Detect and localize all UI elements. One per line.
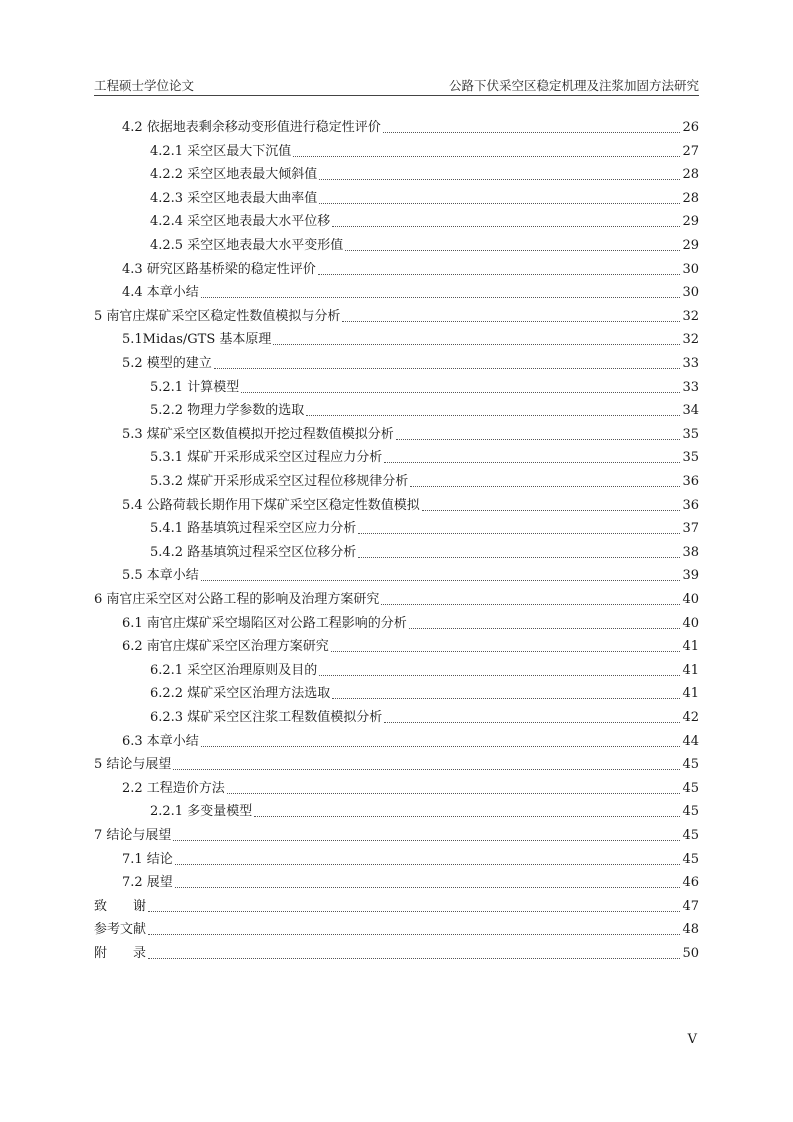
toc-dot-leader [410,485,680,487]
toc-dot-leader [332,225,680,227]
toc-entry-page: 29 [682,238,699,253]
toc-entry-title: 7.1 结论 [122,851,173,867]
toc-entry-page: 28 [682,190,699,206]
toc-entry-title: 2.2.1 多变量模型 [150,804,253,820]
toc-entry-page: 36 [682,474,699,489]
toc-dot-leader [318,273,681,275]
toc-entry-page: 40 [682,592,699,607]
toc-entry-page: 28 [682,167,699,183]
toc-dot-leader [148,957,680,959]
toc-entry-page: 30 [682,285,699,301]
toc-dot-leader [148,910,680,912]
toc-dot-leader [319,178,680,180]
toc-entry-title: 4.4 本章小结 [122,285,199,301]
toc-dot-leader [173,839,680,841]
toc-entry-page: 34 [682,403,699,419]
toc-entry-page: 36 [682,497,699,513]
toc-entry-page: 50 [682,946,699,961]
toc-entry[interactable] [150,163,699,183]
toc-entry-title: 参考文献 [94,922,147,938]
toc-entry[interactable] [122,423,699,443]
toc-entry[interactable] [150,800,699,820]
toc-dot-leader [306,414,680,416]
toc-entry-page: 29 [682,214,699,230]
toc-entry[interactable] [150,541,699,561]
toc-entry[interactable] [94,895,699,915]
toc-entry-title: 4.3 研究区路基桥梁的稳定性评价 [122,261,316,277]
toc-entry-page: 30 [682,261,699,277]
toc-entry-page: 41 [682,686,699,702]
toc-dot-leader [201,296,681,298]
toc-entry-page: 46 [682,875,699,891]
toc-entry[interactable] [122,494,699,514]
toc-entry-title: 4.2.3 采空区地表最大曲率值 [150,190,318,206]
toc-dot-leader [409,627,681,629]
toc-entry-page: 33 [682,356,699,371]
toc-entry-title: 5 南官庄煤矿采空区稳定性数值模拟与分析 [94,308,341,324]
toc-entry-title: 6.2.1 采空区治理原则及目的 [150,662,318,678]
header-thesis-title: 公路下伏采空区稳定机理及注浆加固方法研究 [448,78,699,93]
toc-entry[interactable] [150,187,699,207]
toc-entry-title: 5.3 煤矿采空区数值模拟开挖过程数值模拟分析 [122,426,394,442]
toc-entry[interactable] [150,659,699,679]
toc-dot-leader [345,249,680,251]
toc-entry[interactable] [150,399,699,419]
toc-entry-title: 6.2 南官庄煤矿采空区治理方案研究 [122,639,329,655]
toc-entry[interactable] [150,446,699,466]
page-header [94,76,699,94]
toc-dot-leader [254,815,680,817]
toc-entry[interactable] [94,918,699,938]
toc-dot-leader [227,792,681,794]
toc-entry-page: 38 [682,544,699,560]
toc-entry-title: 5.3.2 煤矿开采形成采空区过程位移规律分析 [150,474,409,489]
toc-dot-leader [332,697,680,699]
toc-entry-page: 32 [682,332,699,348]
toc-entry[interactable] [150,682,699,702]
toc-dot-leader [358,532,680,534]
toc-entry[interactable] [94,588,699,608]
toc-dot-leader [273,343,680,345]
toc-dot-leader [319,674,680,676]
toc-entry-title: 7.2 展望 [122,875,173,891]
toc-entry-title: 5.5 本章小结 [122,568,199,584]
toc-entry[interactable] [122,777,699,797]
toc-entry-title: 4.2 依据地表剩余移动变形值进行稳定性评价 [122,120,381,135]
toc-dot-leader [148,933,680,935]
toc-entry-page: 45 [682,757,699,773]
toc-entry-title: 5.1Midas/GTS 基本原理 [122,332,272,348]
toc-entry-page: 45 [682,780,699,796]
header-thesis-type: 工程硕士学位论文 [94,78,195,93]
toc-dot-leader [396,438,681,440]
toc-entry-title: 5.2 模型的建立 [122,356,212,371]
toc-entry-title: 2.2 工程造价方法 [122,780,225,796]
toc-entry[interactable] [122,352,699,372]
toc-entry-page: 32 [682,308,699,324]
toc-entry-page: 44 [682,733,699,749]
toc-entry-title: 6 南官庄采空区对公路工程的影响及治理方案研究 [94,592,380,607]
toc-entry[interactable] [122,848,699,868]
toc-entry[interactable] [150,706,699,726]
toc-entry-page: 41 [682,662,699,678]
toc-dot-leader [383,131,681,133]
toc-entry[interactable] [94,942,699,962]
toc-entry-title: 6.2.2 煤矿采空区治理方法选取 [150,686,331,702]
toc-dot-leader [422,509,681,511]
toc-entry-title: 6.2.3 煤矿采空区注浆工程数值模拟分析 [150,710,383,725]
toc-entry-page: 27 [682,143,699,159]
header-rule [94,95,699,96]
toc-entry-title: 5.4.2 路基填筑过程采空区位移分析 [150,544,357,560]
toc-entry[interactable] [122,328,699,348]
page-number: V [687,1032,697,1047]
toc-entry-title: 5.4.1 路基填筑过程采空区应力分析 [150,521,357,537]
toc-entry[interactable] [122,281,699,301]
toc-entry-title: 6.3 本章小结 [122,733,199,749]
toc-entry-title: 4.2.5 采空区地表最大水平变形值 [150,238,344,253]
toc-entry-title: 致 谢 [94,898,147,914]
toc-dot-leader [201,745,681,747]
toc-entry-title: 4.2.2 采空区地表最大倾斜值 [150,167,318,183]
toc-entry[interactable] [122,116,699,136]
toc-entry[interactable] [150,517,699,537]
toc-entry-title: 5.2.2 物理力学参数的选取 [150,403,305,419]
toc-dot-leader [214,367,681,369]
toc-dot-leader [381,603,680,605]
toc-dot-leader [384,461,680,463]
toc-dot-leader [173,768,680,770]
toc-dot-leader [293,155,680,157]
toc-entry-title: 5.3.1 煤矿开采形成采空区过程应力分析 [150,450,383,466]
toc-entry[interactable] [94,305,699,325]
toc-entry[interactable] [150,470,699,490]
toc-entry[interactable] [122,612,699,632]
toc-entry-title: 6.1 南官庄煤矿采空塌陷区对公路工程影响的分析 [122,615,407,631]
toc-entry-title: 5.4 公路荷载长期作用下煤矿采空区稳定性数值模拟 [122,497,420,513]
toc-entry-page: 48 [682,922,699,938]
toc-entry-page: 45 [682,851,699,867]
toc-entry-page: 35 [682,426,699,442]
toc-entry[interactable] [122,871,699,891]
toc-dot-leader [201,579,681,581]
toc-entry-page: 26 [682,120,699,135]
toc-dot-leader [384,721,680,723]
toc-entry-page: 41 [682,639,699,655]
toc-entry-page: 40 [682,615,699,631]
toc-entry-page: 37 [682,521,699,537]
toc-entry[interactable] [150,210,699,230]
toc-entry[interactable] [122,635,699,655]
toc-entry[interactable] [122,258,699,278]
toc-entry-page: 42 [682,710,699,725]
toc-dot-leader [175,863,681,865]
toc-entry[interactable] [94,753,699,773]
toc-dot-leader [331,650,681,652]
toc-dot-leader [319,202,680,204]
toc-entry-title: 4.2.1 采空区最大下沉值 [150,143,292,159]
toc-entry-title: 附 录 [94,946,147,961]
toc-entry[interactable] [150,234,699,254]
toc-dot-leader [358,556,680,558]
toc-entry[interactable] [122,730,699,750]
toc-entry-title: 5 结论与展望 [94,757,172,773]
toc-entry-page: 45 [682,828,699,843]
toc-entry-page: 45 [682,804,699,820]
toc-dot-leader [241,391,680,393]
toc-entry-title: 4.2.4 采空区地表最大水平位移 [150,214,331,230]
toc-dot-leader [342,320,680,322]
toc-entry-page: 39 [682,568,699,584]
toc-entry-page: 35 [682,450,699,466]
toc-entry[interactable] [122,564,699,584]
toc-entry[interactable] [94,824,699,844]
toc-entry-title: 5.2.1 计算模型 [150,379,240,395]
toc-entry-page: 33 [682,379,699,395]
toc-dot-leader [175,886,681,888]
toc-entry[interactable] [150,376,699,396]
toc-entry[interactable] [150,140,699,160]
toc-entry-title: 7 结论与展望 [94,828,172,843]
toc-entry-page: 47 [682,898,699,914]
